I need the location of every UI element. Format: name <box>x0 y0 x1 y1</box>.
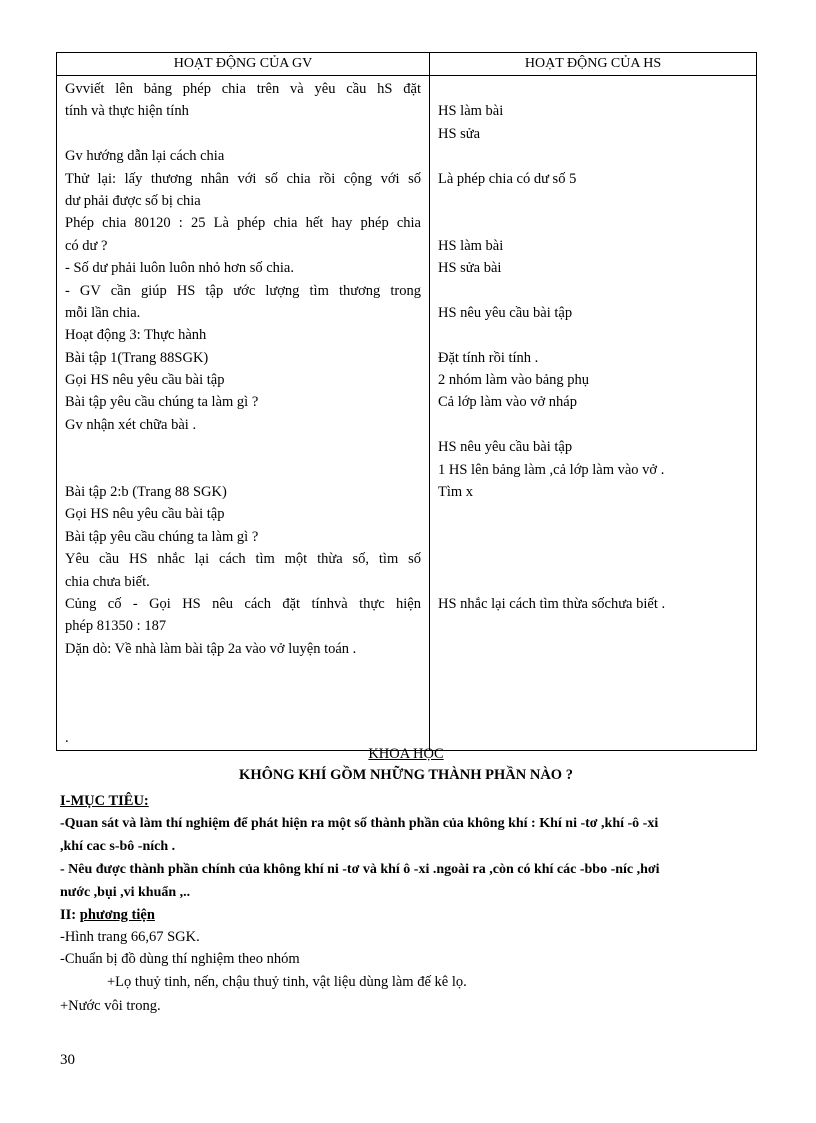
gv-line: Gv nhận xét chữa bài . <box>65 416 197 433</box>
gv-line <box>65 705 421 727</box>
hs-line: HS làm bài <box>438 237 504 254</box>
materials-item: +Nước vôi trong. <box>60 998 161 1014</box>
objective-line: - Nêu được thành phần chính của không khí ni -tơ và khí ô -xi .ngoài ra ,còn có khí các -bbo -níc ,hơi <box>60 862 660 877</box>
gv-line <box>65 436 421 458</box>
gv-line <box>65 683 421 705</box>
gv-line: Gọi HS nêu yêu cầu bài tập <box>65 372 225 389</box>
lesson-activity-table <box>56 52 757 751</box>
objective-line: nước ,bụi ,vi khuẩn ,.. <box>60 885 191 900</box>
materials-item: +Lọ thuỷ tinh, nến, chậu thuỷ tinh, vật liệu dùng làm đế kê lọ. <box>107 974 467 990</box>
hs-line: HS nêu yêu cầu bài tập <box>438 304 573 321</box>
hs-line <box>438 280 748 302</box>
gv-line: phép 81350 : 187 <box>65 618 167 635</box>
gv-line: Bài tập 2:b (Trang 88 SGK) <box>65 484 227 501</box>
hs-line <box>438 571 748 593</box>
header-student-activities: HOẠT ĐỘNG CỦA HS <box>430 53 757 76</box>
hs-line: Đặt tính rồi tính . <box>438 349 539 366</box>
gv-line: - GV cần giúp HS tập ước lượng tìm thương trong <box>65 282 421 299</box>
hs-line <box>438 414 748 436</box>
gv-line: Phép chia 80120 : 25 Là phép chia hết hay phép chia <box>65 215 421 232</box>
hs-line <box>438 324 748 346</box>
gv-line: Bài tập 1(Trang 88SGK) <box>65 349 209 366</box>
gv-line: có dư ? <box>65 237 108 254</box>
objective-line: -Quan sát và làm thí nghiệm để phát hiện ra một số thành phần của không khí : Khí ni -tơ ,khí -ô -xi <box>60 816 659 831</box>
hs-line <box>438 548 748 570</box>
gv-line: Gv hướng dẫn lại cách chia <box>65 148 225 165</box>
lesson-title: KHÔNG KHÍ GỒM NHỮNG THÀNH PHẦN NÀO ? <box>239 767 573 783</box>
gv-line: Củng cố - Gọi HS nêu cách đặt tínhvà thực hiện <box>65 595 421 612</box>
materials-item: -Hình trang 66,67 SGK. <box>60 929 200 945</box>
gv-line <box>65 459 421 481</box>
student-activities-cell <box>430 76 757 751</box>
gv-line: dư phải được số bị chia <box>65 192 201 209</box>
materials-heading-prefix: II: <box>60 907 80 923</box>
hs-line <box>438 503 748 525</box>
hs-line: HS làm bài <box>438 103 504 120</box>
objectives-heading-text: I-MỤC TIÊU: <box>60 793 149 809</box>
hs-line: HS sửa <box>438 125 481 142</box>
gv-line: Yêu cầu HS nhắc lại cách tìm một thừa số, tìm số <box>65 551 421 568</box>
gv-line: Dặn dò: Về nhà làm bài tập 2a vào vở luyện toán . <box>65 640 357 657</box>
gv-line: Thử lại: lấy thương nhân với số chia rồi cộng với số <box>65 170 421 187</box>
hs-line <box>438 212 748 234</box>
hs-line: HS nêu yêu cầu bài tập <box>438 439 573 456</box>
objective-line: ,khí cac s-bô -ních . <box>60 839 176 854</box>
gv-line: tính và thực hiện tính <box>65 103 189 120</box>
gv-line: Hoạt động 3: Thực hành <box>65 327 207 344</box>
gv-line: Gvviết lên bảng phép chia trên và yêu cầu hS đặt <box>65 81 421 97</box>
hs-line: Tìm x <box>438 484 474 501</box>
hs-line: HS nhắc lại cách tìm thừa sốchưa biết . <box>438 595 666 612</box>
header-teacher-activities: HOẠT ĐỘNG CỦA GV <box>57 53 430 76</box>
page-number: 30 <box>60 1052 75 1068</box>
gv-line <box>65 123 421 145</box>
hs-line: 2 nhóm làm vào bảng phụ <box>438 372 590 389</box>
gv-line: . <box>65 730 69 747</box>
gv-line: Bài tập yêu cầu chúng ta làm gì ? <box>65 394 259 411</box>
gv-line: mỗi lần chia. <box>65 304 141 321</box>
hs-line: 1 HS lên bảng làm ,cả lớp làm vào vở . <box>438 461 665 478</box>
subject-heading: KHOA HỌC <box>368 746 444 762</box>
materials-heading-text: phương tiện <box>79 907 155 923</box>
gv-line: - Số dư phải luôn luôn nhỏ hơn số chia. <box>65 260 294 277</box>
teacher-activities-cell <box>57 76 430 751</box>
materials-item: -Chuẩn bị đồ dùng thí nghiệm theo nhóm <box>60 951 300 967</box>
hs-line <box>438 526 748 548</box>
hs-line <box>438 78 748 100</box>
gv-line: Bài tập yêu cầu chúng ta làm gì ? <box>65 528 259 545</box>
gv-line <box>65 660 421 682</box>
hs-line: HS sửa bài <box>438 260 502 277</box>
hs-line: Là phép chia có dư số 5 <box>438 170 577 187</box>
gv-line: Gọi HS nêu yêu cầu bài tập <box>65 506 225 523</box>
materials-heading <box>60 904 155 927</box>
hs-line <box>438 145 748 167</box>
hs-line: Cả lớp làm vào vở nháp <box>438 394 577 411</box>
hs-line <box>438 190 748 212</box>
objectives-heading <box>60 790 149 813</box>
gv-line: chia chưa biết. <box>65 573 150 590</box>
